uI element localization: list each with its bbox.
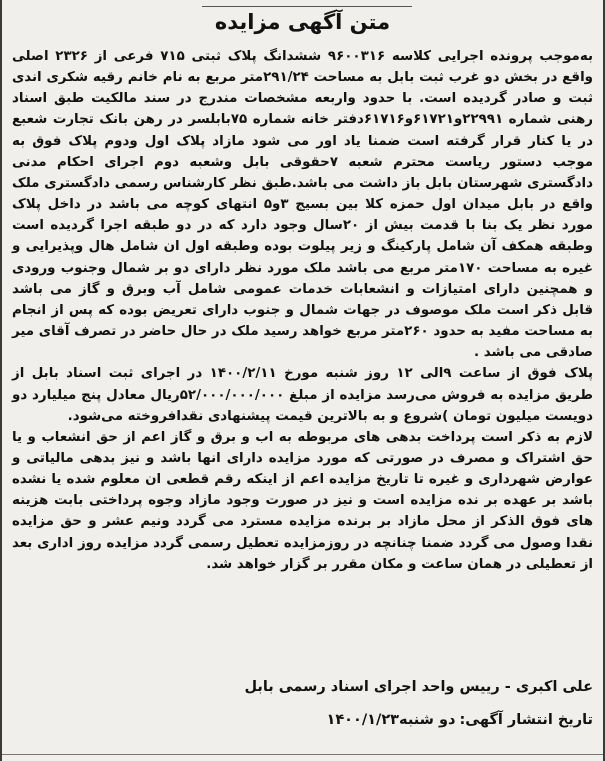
publication-date-value: دو شنبه۱۴۰۰/۱/۲۳ bbox=[326, 712, 456, 728]
signature-line: علی اکبری - رییس واحد اجرای اسناد رسمی بابل bbox=[244, 679, 593, 695]
notice-title: متن آگهی مزایده bbox=[214, 10, 391, 34]
publication-date bbox=[322, 712, 593, 728]
paragraph-property-description: به‌موجب پرونده اجرایی کلاسه ۹۶۰۰۳۱۶ ششدانگ پلاک ثبتی ۷۱۵ فرعی از ۲۳۲۶ اصلی واقع در بخش دو غرب ثبت بابل به مساحت ۲۹۱/۲۴متر مربع به نام خانم رقیه شکری اندی ثبت و صادر گردیده است. با حدود واربعه مشخصات مندرج در سند مالکیت طبق اسناد رهنی شماره ۲۲۹۹۱و۶۱۷۲۱و۶۱۷۱۶دفتر خانه شماره ۷۵بابلسر در رهن بانک تجارت شعبع در یا کنار قرار گرفته است ضمنا یاد اور می شود مازاد پلاک اول ودوم پلاک فوق به موجب دستور ریاست محترم شعبه ۷حقوقی بابل وشعبه دوم اجرای احکام مدنی دادگستری شهرستان بابل باز داشت می باشد.طبق نظر کارشناس رسمی دادگستری ملک واقع در بابل میدان اول حمزه کلا بین بسیج ۳و۵ انتهای کوچه می باشد در داخل پلاک مورد نظر یک بنا با قدمت بیش از ۲۰سال وجود دارد که در دو طبقه اجرا گردیده است وطبقه همکف آن شامل پارکینگ و زیر پیلوت بوده وطبقه اول ان شامل هال وپذیرایی و غیره به مساحت ۱۷۰متر مربع می باشد ملک مورد نظر دارای دو بر شمال وجنوب ورودی و همچنین دارای امتیازات و انشعابات خدمات عمومی شامل آب وبرق و گاز می باشد قابل ذکر است ملک موصوف در جهات شمال و جنوب دارای تعریض بوده که پس از انجام به مساحت مفید به حدود ۲۶۰متر مربع خواهد رسید ملک در حال حاضر در تصرف آقای میر صادقی می باشد . bbox=[12, 49, 594, 361]
paragraph-conditions: لازم به ذکر است پرداخت بدهی های مربوطه به اب و برق و گاز اعم از حق انشعاب و یا حق اشتراک و مصرف در صورتی که مورد مزایده دارای انها باشد و نیز بدهی مالیاتی و عوارض شهرداری و غیره تا تاریخ مزایده اعم از اینکه رقم قطعی ان معلوم شده یا نشده باشد بر عهده بر نده مزایده است و نیز در صورت وجود مازاد وجوه پرداختی بابت هزینه های فوق الذکر از محل مازاد بر برنده مزایده مسترد می گردد ونیم عشر و حق مزایده نقدا وصول می گردد ضمنا چنانچه در روزمزایده تعطیل رسمی گردد مزایده روز اداری بعد از تعطیلی در همان ساعت و مکان مقرر بر گزار خواهد شد. bbox=[12, 429, 593, 572]
bottom-rule bbox=[2, 754, 603, 755]
publication-date-label: تاریخ انتشار آگهی: bbox=[459, 712, 593, 728]
paragraph-auction-terms: پلاک فوق از ساعت ۹الی ۱۲ روز شنبه مورخ ۱۴۰۰/۲/۱۱ در اجرای ثبت اسناد بابل از طریق مزایده به فروش می‌رسد مزایده از مبلغ ۵۲/۰۰۰/۰۰۰/۰۰۰ریال معادل پنج میلیارد دو دویست میلیون تومان )شروع و به بالاترین قیمت پیشنهادی نقدافروخته می‌شود. bbox=[12, 366, 594, 424]
clipping-edge bbox=[202, 0, 412, 7]
notice-body bbox=[12, 46, 593, 575]
